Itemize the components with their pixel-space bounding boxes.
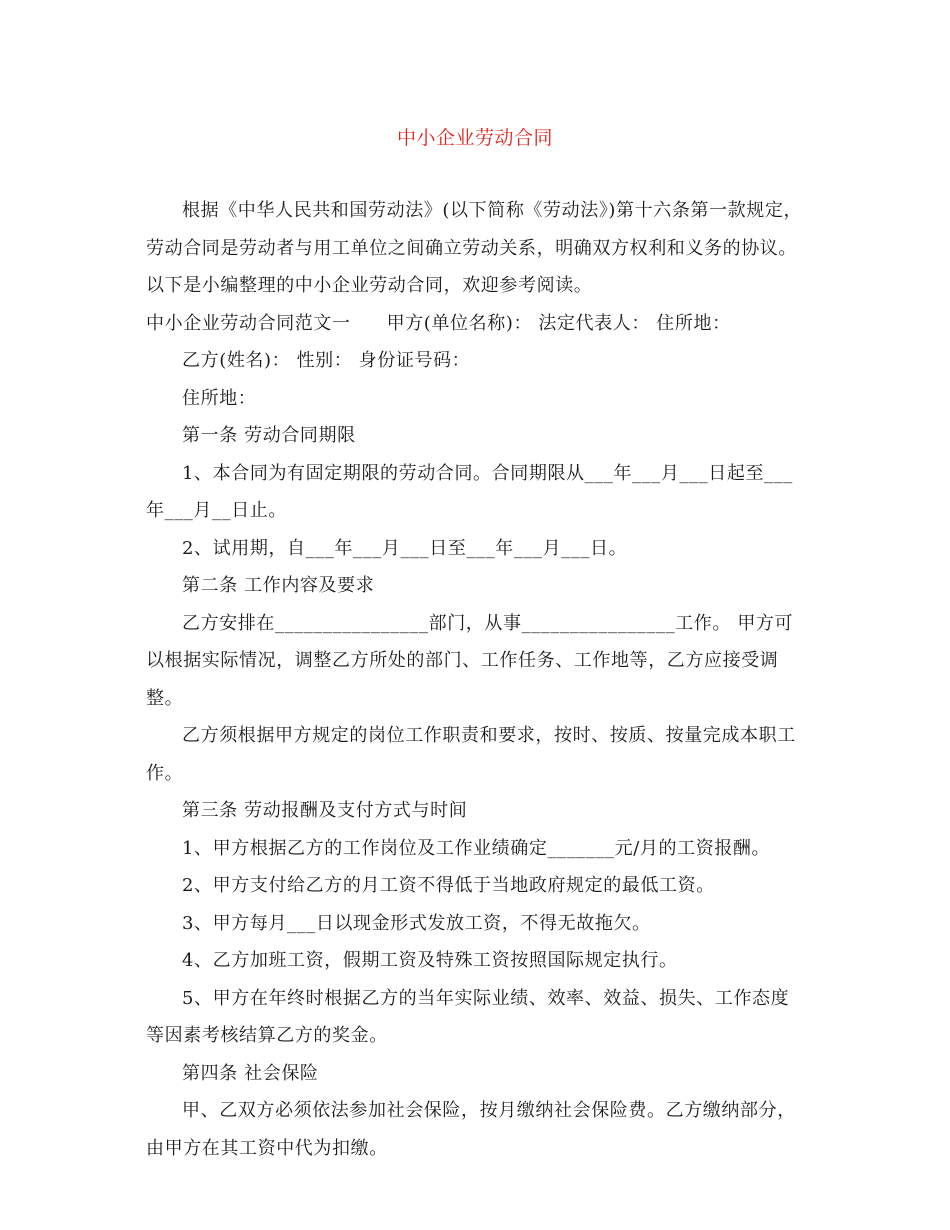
article-3-item: 4、乙方加班工资，假期工资及特殊工资按照国际规定执行。 (182, 950, 678, 971)
document-body (146, 192, 806, 1167)
sample-heading-line (146, 305, 806, 343)
article-3-heading: 第三条 劳动报酬及支付方式与时间 (182, 800, 468, 821)
sample-heading: 中小企业劳动合同范文一 (146, 312, 351, 334)
party-a-line: 甲方(单位名称)： 法定代表人： 住所地： (386, 312, 731, 334)
article-1-heading: 第一条 劳动合同期限 (182, 425, 356, 446)
document-title: 中小企业劳动合同 (396, 127, 553, 149)
article-4-heading: 第四条 社会保险 (182, 1062, 319, 1084)
article-3-item: 1、甲方根据乙方的工作岗位及工作业绩确定_______元/月的工资报酬。 (182, 837, 771, 859)
article-1-item: 1、本合同为有固定期限的劳动合同。合同期限从___年___月___日起至___年___月__日止。 (146, 462, 793, 521)
article-4-paragraph: 甲、乙双方必须依法参加社会保险，按月缴纳社会保险费。乙方缴纳部分，由甲方在其工资中代为扣缴。 (146, 1100, 796, 1159)
party-b-address: 住所地： (182, 387, 257, 409)
party-b-line: 乙方(姓名)： 性别： 身份证号码： (182, 350, 471, 371)
article-3-item: 2、甲方支付给乙方的月工资不得低于当地政府规定的最低工资。 (182, 875, 715, 896)
article-2-paragraph: 乙方安排在________________部门，从事________________工作。 甲方可以根据实际情况，调整乙方所处的部门、工作任务、工作地等，乙方应接受调整。 (146, 612, 794, 709)
article-3-item: 5、甲方在年终时根据乙方的当年实际业绩、效率、效益、损失、工作态度等因素考核结算乙方的奖金。 (146, 987, 790, 1046)
article-2-paragraph: 乙方须根据甲方规定的岗位工作职责和要求，按时、按质、按量完成本职工作。 (146, 725, 796, 784)
intro-paragraph: 根据《中华人民共和国劳动法》(以下简称《劳动法》)第十六条第一款规定，劳动合同是劳动者与用工单位之间确立劳动关系，明确双方权利和义务的协议。以下是小编整理的中小企业劳动合同，欢迎参考阅读。 (146, 200, 803, 296)
article-2-heading: 第二条 工作内容及要求 (182, 575, 375, 596)
article-3-item: 3、甲方每月___日以现金形式发放工资，不得无故拖欠。 (182, 912, 651, 934)
article-1-item: 2、试用期，自___年___月___日至___年___月___日。 (182, 537, 628, 559)
